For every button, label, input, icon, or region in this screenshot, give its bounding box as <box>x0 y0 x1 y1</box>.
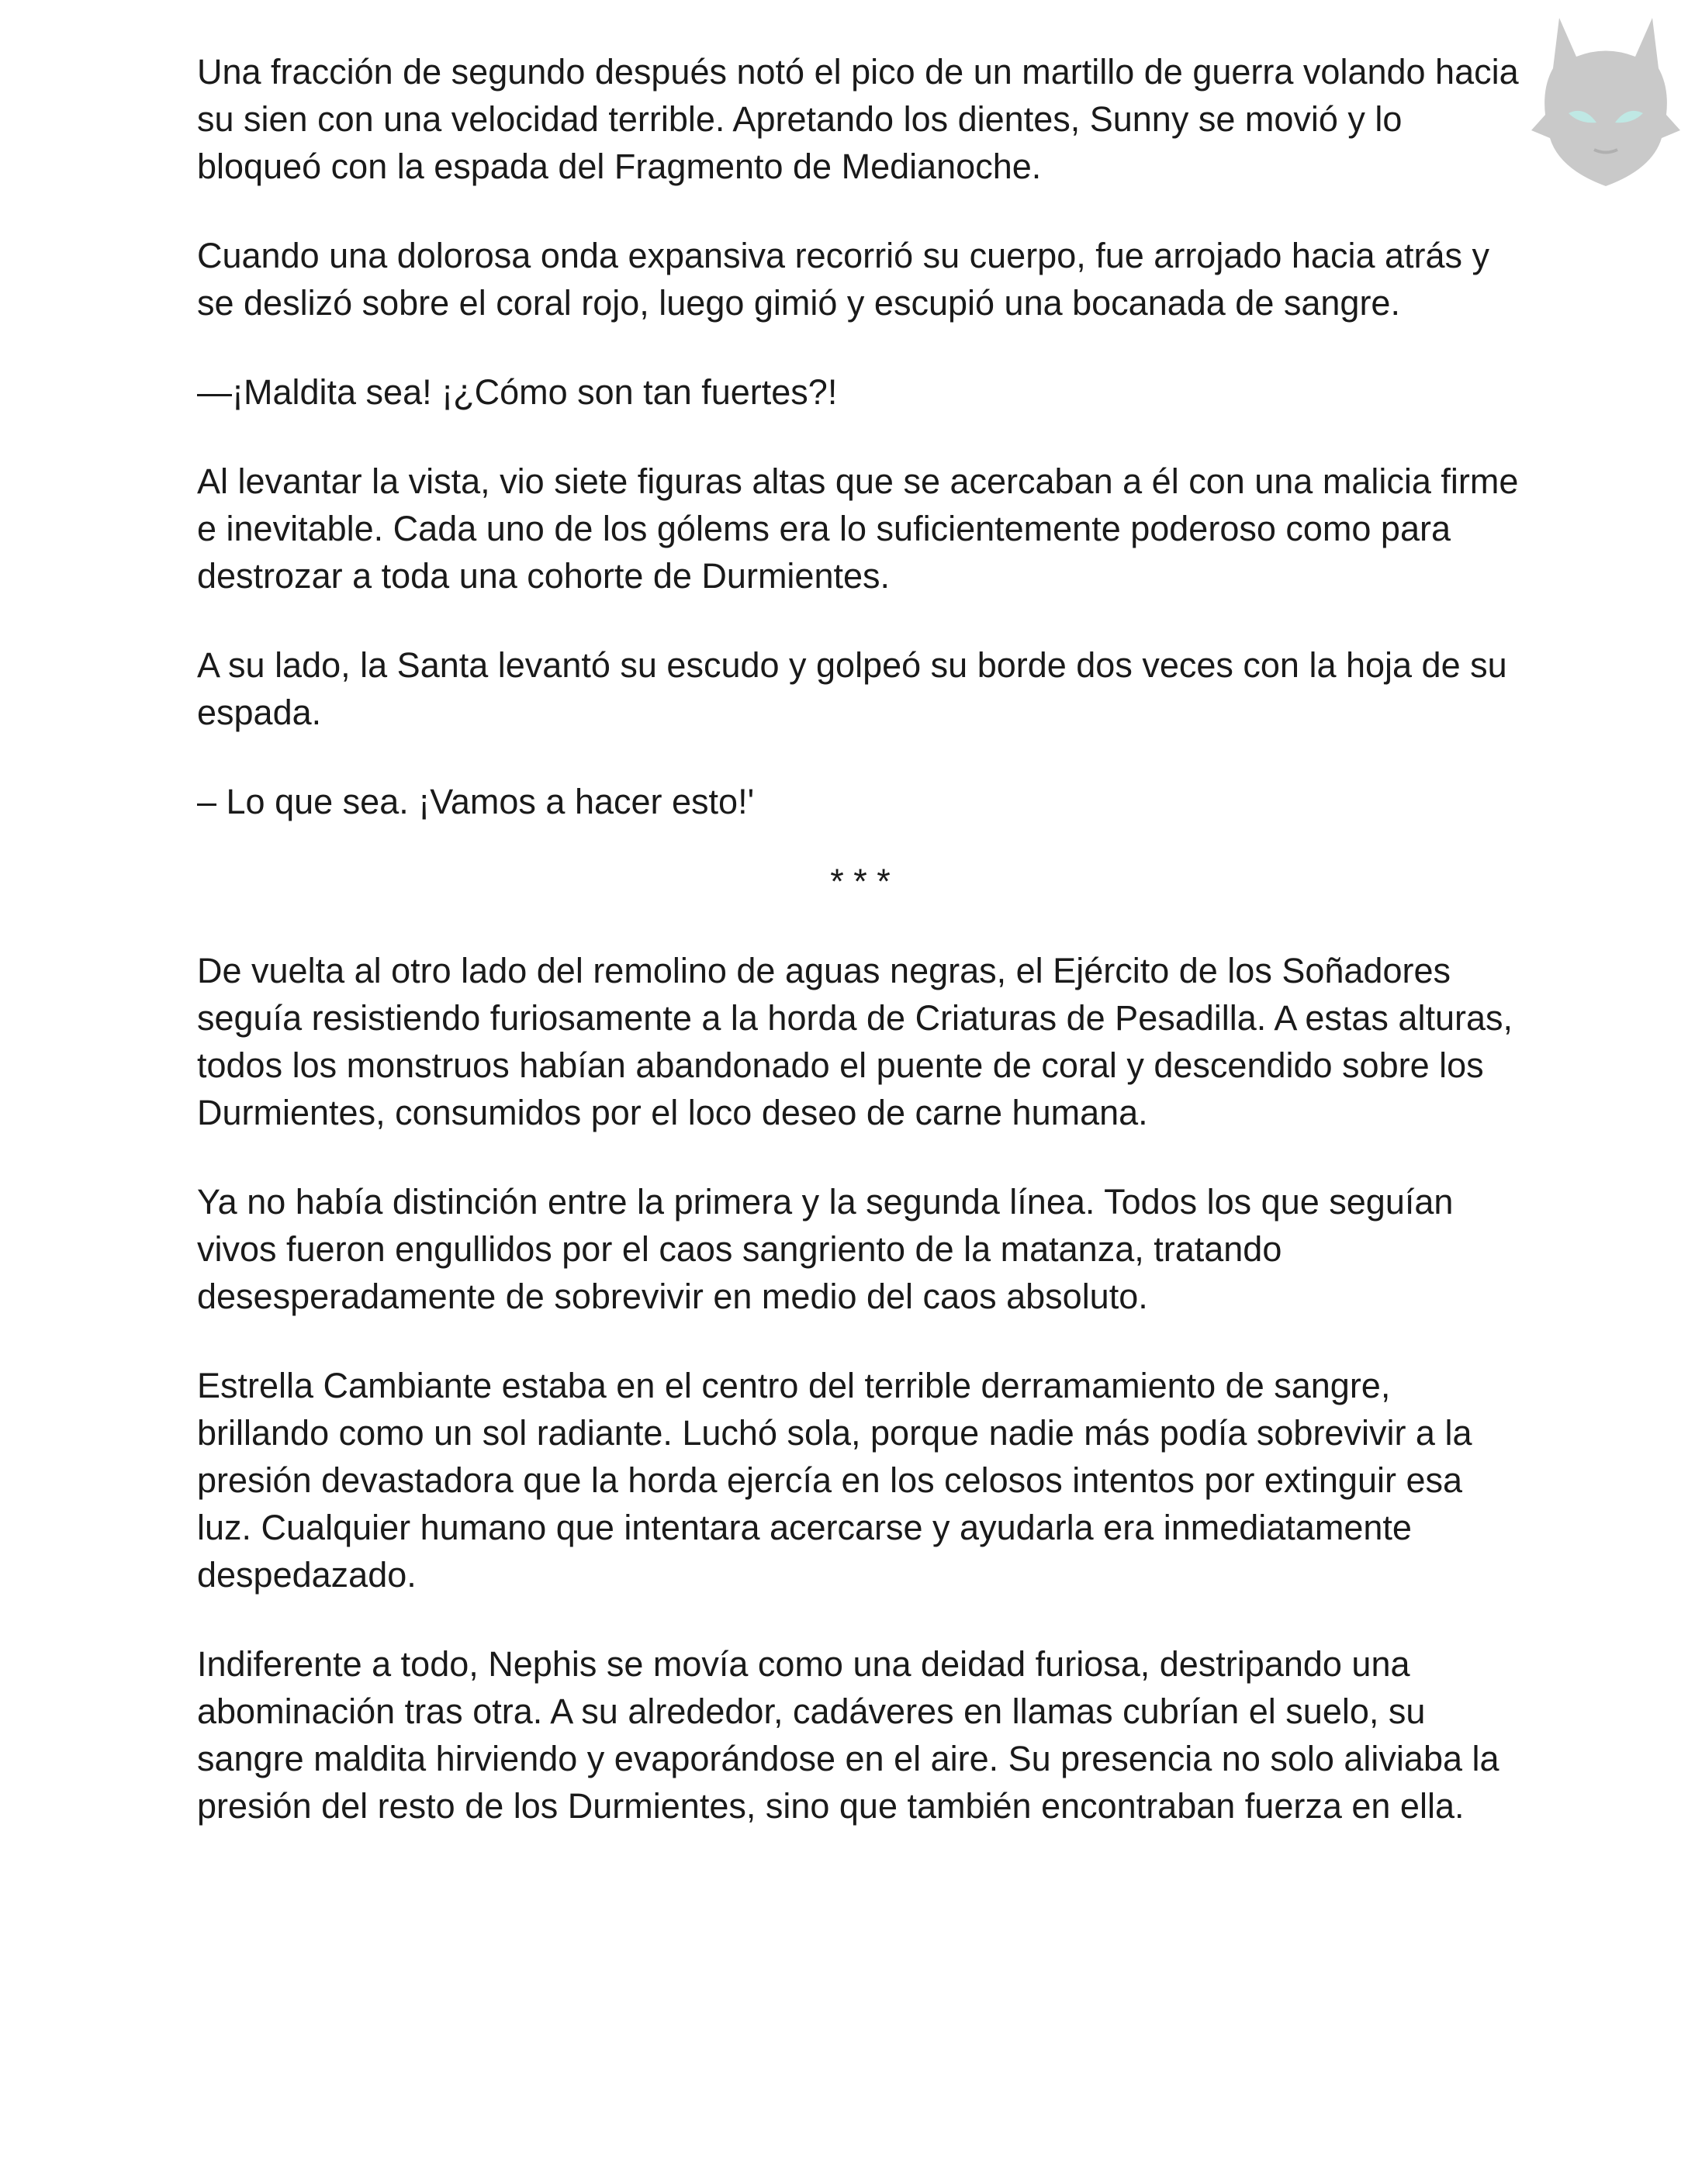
paragraph: A su lado, la Santa levantó su escudo y golpeó su borde dos veces con la hoja de su espada. <box>197 645 1507 732</box>
paragraph: Una fracción de segundo después notó el pico de un martillo de guerra volando hacia su sien con una velocidad terrible. Apretando los dientes, Sunny se movió y lo bloqueó con la espada del Fragmento de Medianoche. <box>197 52 1519 186</box>
document-body <box>197 48 1524 1871</box>
paragraph: De vuelta al otro lado del remolino de aguas negras, el Ejército de los Soñadores seguía resistiendo furiosamente a la horda de Criaturas de Pesadilla. A estas alturas, todos los monstruos habían abandonado el puente de coral y descendido sobre los Durmientes, consumidos por el loco deseo de carne humana. <box>197 951 1513 1132</box>
paragraph: Indiferente a todo, Nephis se movía como una deidad furiosa, destripando una abominación tras otra. A su alrededor, cadáveres en llamas cubrían el suelo, su sangre maldita hirviendo y evaporándose en el aire. Su presencia no solo aliviaba la presión del resto de los Durmientes, sino que también encontraban fuerza en ella. <box>197 1644 1499 1826</box>
paragraph: Al levantar la vista, vio siete figuras altas que se acercaban a él con una malicia firme e inevitable. Cada uno de los gólems era lo suficientemente poderoso como para destrozar a toda una cohorte de Durmientes. <box>197 461 1519 596</box>
scene-separator: * * * <box>830 862 891 901</box>
dialogue-line: – Lo que sea. ¡Vamos a hacer esto!' <box>197 782 755 821</box>
paragraph: Cuando una dolorosa onda expansiva recorrió su cuerpo, fue arrojado hacia atrás y se deslizó sobre el coral rojo, luego gimió y escupió una bocanada de sangre. <box>197 236 1490 323</box>
dialogue-line: —¡Maldita sea! ¡¿Cómo son tan fuertes?! <box>197 372 838 412</box>
demon-head-logo-icon <box>1528 14 1683 192</box>
paragraph: Estrella Cambiante estaba en el centro del terrible derramamiento de sangre, brillando como un sol radiante. Luchó sola, porque nadie más podía sobrevivir a la presión devastadora que la horda ejercía en los celosos intentos por extinguir esa luz. Cualquier humano que intentara acercarse y ayudarla era inmediatamente despedazado. <box>197 1366 1472 1595</box>
paragraph: Ya no había distinción entre la primera y la segunda línea. Todos los que seguían vivos fueron engullidos por el caos sangriento de la matanza, tratando desesperadamente de sobrevivir en medio del caos absoluto. <box>197 1182 1454 1316</box>
